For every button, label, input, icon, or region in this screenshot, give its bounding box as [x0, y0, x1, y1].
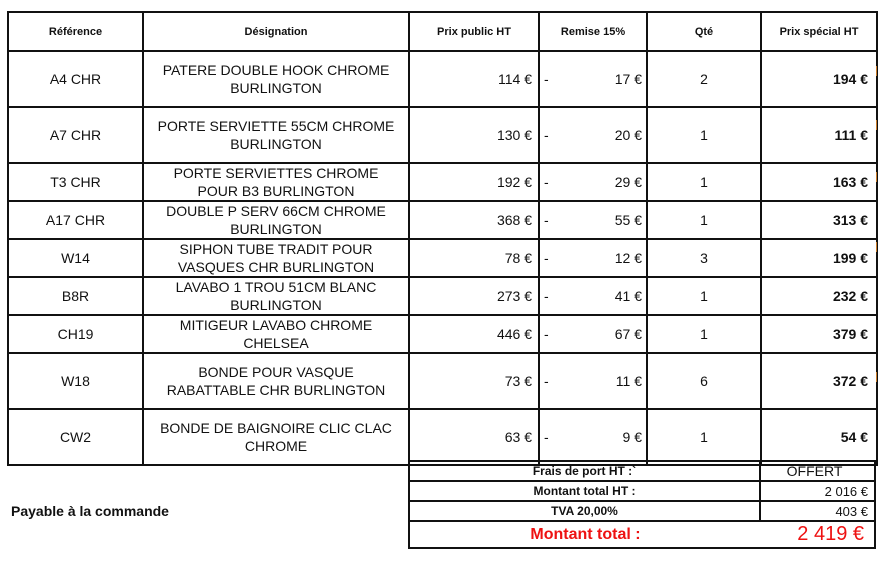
designation-line-2: BURLINGTON [230, 136, 322, 152]
tva-label: TVA 20,00% [410, 502, 761, 520]
cell-prix-public: 446 € [409, 315, 539, 353]
cell-reference: A17 CHR [8, 201, 143, 239]
remise-amount: 55 € [614, 212, 642, 228]
designation-line-1: DOUBLE P SERV 66CM CHROME [166, 203, 386, 219]
designation-line-2: BURLINGTON [230, 80, 322, 96]
cell-qte: 6 [647, 353, 761, 409]
header-reference: Référence [8, 12, 143, 51]
cell-prix-special: 111 € [761, 107, 877, 163]
cell-prix-special: 54 € [761, 409, 877, 465]
cell-reference: B8R [8, 277, 143, 315]
cell-qte: 2 [647, 51, 761, 107]
designation-line-2: BURLINGTON [230, 221, 322, 237]
header-prix-public: Prix public HT [409, 12, 539, 51]
cell-qte: 1 [647, 107, 761, 163]
remise-amount: 29 € [614, 174, 642, 190]
cell-prix-public: 130 € [409, 107, 539, 163]
cell-prix-public: 73 € [409, 353, 539, 409]
table-row [8, 409, 877, 465]
grand-total-label: Montant total : [530, 525, 641, 543]
cell-prix-special: 199 € [761, 239, 877, 277]
cell-prix-public: 63 € [409, 409, 539, 465]
table-row [8, 315, 877, 353]
remise-dash: - [544, 127, 549, 143]
remise-amount: 20 € [614, 127, 642, 143]
table-row [8, 51, 877, 107]
cell-designation [143, 315, 409, 353]
shipping-row [410, 462, 874, 482]
shipping-value: OFFERT [786, 463, 843, 479]
cell-remise [539, 277, 647, 315]
table-row [8, 201, 877, 239]
cell-reference: CW2 [8, 409, 143, 465]
cell-remise [539, 239, 647, 277]
cell-reference: CH19 [8, 315, 143, 353]
remise-amount: 9 € [622, 429, 642, 445]
cell-designation [143, 277, 409, 315]
cell-reference: A7 CHR [8, 107, 143, 163]
cell-prix-public: 114 € [409, 51, 539, 107]
cell-prix-public: 273 € [409, 277, 539, 315]
header-designation: Désignation [143, 12, 409, 51]
quote-table [7, 11, 878, 466]
cell-qte: 1 [647, 315, 761, 353]
designation-line-2: VASQUES CHR BURLINGTON [177, 259, 375, 275]
cell-remise [539, 107, 647, 163]
cell-prix-special: 163 € [761, 163, 877, 201]
cell-prix-special: 379 € [761, 315, 877, 353]
header-qte: Qté [647, 12, 761, 51]
tva-row [410, 502, 874, 522]
cell-remise [539, 163, 647, 201]
cell-designation [143, 107, 409, 163]
cell-remise [539, 51, 647, 107]
payment-terms: Payable à la commande [11, 503, 169, 519]
subtotal-value: 2 016 € [824, 483, 868, 499]
header-row [8, 12, 877, 51]
cell-designation [143, 163, 409, 201]
remise-dash: - [544, 250, 549, 266]
grand-total-value: 2 419 € [797, 523, 864, 545]
designation-line-2: CHELSEA [243, 335, 309, 351]
remise-amount: 67 € [614, 326, 642, 342]
cell-qte: 3 [647, 239, 761, 277]
table-row [8, 353, 877, 409]
table-row [8, 239, 877, 277]
cell-remise [539, 315, 647, 353]
table-row [8, 107, 877, 163]
cell-remise [539, 409, 647, 465]
designation-line-2: BURLINGTON [230, 297, 322, 313]
cell-qte: 1 [647, 163, 761, 201]
subtotal-row [410, 482, 874, 502]
cell-qte: 1 [647, 409, 761, 465]
remise-dash: - [544, 174, 549, 190]
cell-prix-special: 232 € [761, 277, 877, 315]
subtotal-label: Montant total HT : [410, 482, 761, 500]
shipping-label: Frais de port HT :` [410, 462, 761, 480]
designation-line-2: CHROME [244, 438, 308, 454]
cell-prix-public: 192 € [409, 163, 539, 201]
header-remise: Remise 15% [539, 12, 647, 51]
cell-reference: A4 CHR [8, 51, 143, 107]
designation-line-2: POUR B3 BURLINGTON [197, 183, 355, 199]
designation-line-1: BONDE DE BAIGNOIRE CLIC CLAC [160, 420, 392, 436]
cell-prix-special: 194 € [761, 51, 877, 107]
cell-prix-special: 313 € [761, 201, 877, 239]
designation-line-1: PORTE SERVIETTE 55CM CHROME [157, 118, 395, 134]
cell-reference: W18 [8, 353, 143, 409]
cell-prix-public: 368 € [409, 201, 539, 239]
cell-qte: 1 [647, 201, 761, 239]
remise-amount: 12 € [614, 250, 642, 266]
designation-line-1: PORTE SERVIETTES CHROME [173, 165, 379, 181]
cell-prix-public: 78 € [409, 239, 539, 277]
designation-line-1: SIPHON TUBE TRADIT POUR [179, 241, 373, 257]
designation-line-1: MITIGEUR LAVABO CHROME [179, 317, 373, 333]
cell-designation [143, 51, 409, 107]
remise-dash: - [544, 288, 549, 304]
remise-amount: 17 € [614, 71, 642, 87]
cell-designation [143, 353, 409, 409]
table-row [8, 163, 877, 201]
cell-qte: 1 [647, 277, 761, 315]
tva-value: 403 € [835, 503, 868, 519]
cell-reference: W14 [8, 239, 143, 277]
designation-line-1: PATERE DOUBLE HOOK CHROME [162, 62, 390, 78]
remise-dash: - [544, 429, 549, 445]
cell-prix-special: 372 € [761, 353, 877, 409]
cell-remise [539, 201, 647, 239]
cell-remise [539, 353, 647, 409]
cell-designation [143, 239, 409, 277]
remise-dash: - [544, 326, 549, 342]
remise-dash: - [544, 373, 549, 389]
totals-block [408, 460, 876, 549]
remise-dash: - [544, 71, 549, 87]
remise-amount: 41 € [614, 288, 642, 304]
cell-designation [143, 409, 409, 465]
designation-line-2: RABATTABLE CHR BURLINGTON [166, 382, 386, 398]
remise-dash: - [544, 212, 549, 228]
remise-amount: 11 € [615, 373, 642, 389]
cell-designation [143, 201, 409, 239]
cell-reference: T3 CHR [8, 163, 143, 201]
table-row [8, 277, 877, 315]
grand-total-row [410, 522, 874, 547]
designation-line-1: BONDE POUR VASQUE [198, 364, 354, 380]
designation-line-1: LAVABO 1 TROU 51CM BLANC [175, 279, 377, 295]
header-prix-special: Prix spécial HT [761, 12, 877, 51]
